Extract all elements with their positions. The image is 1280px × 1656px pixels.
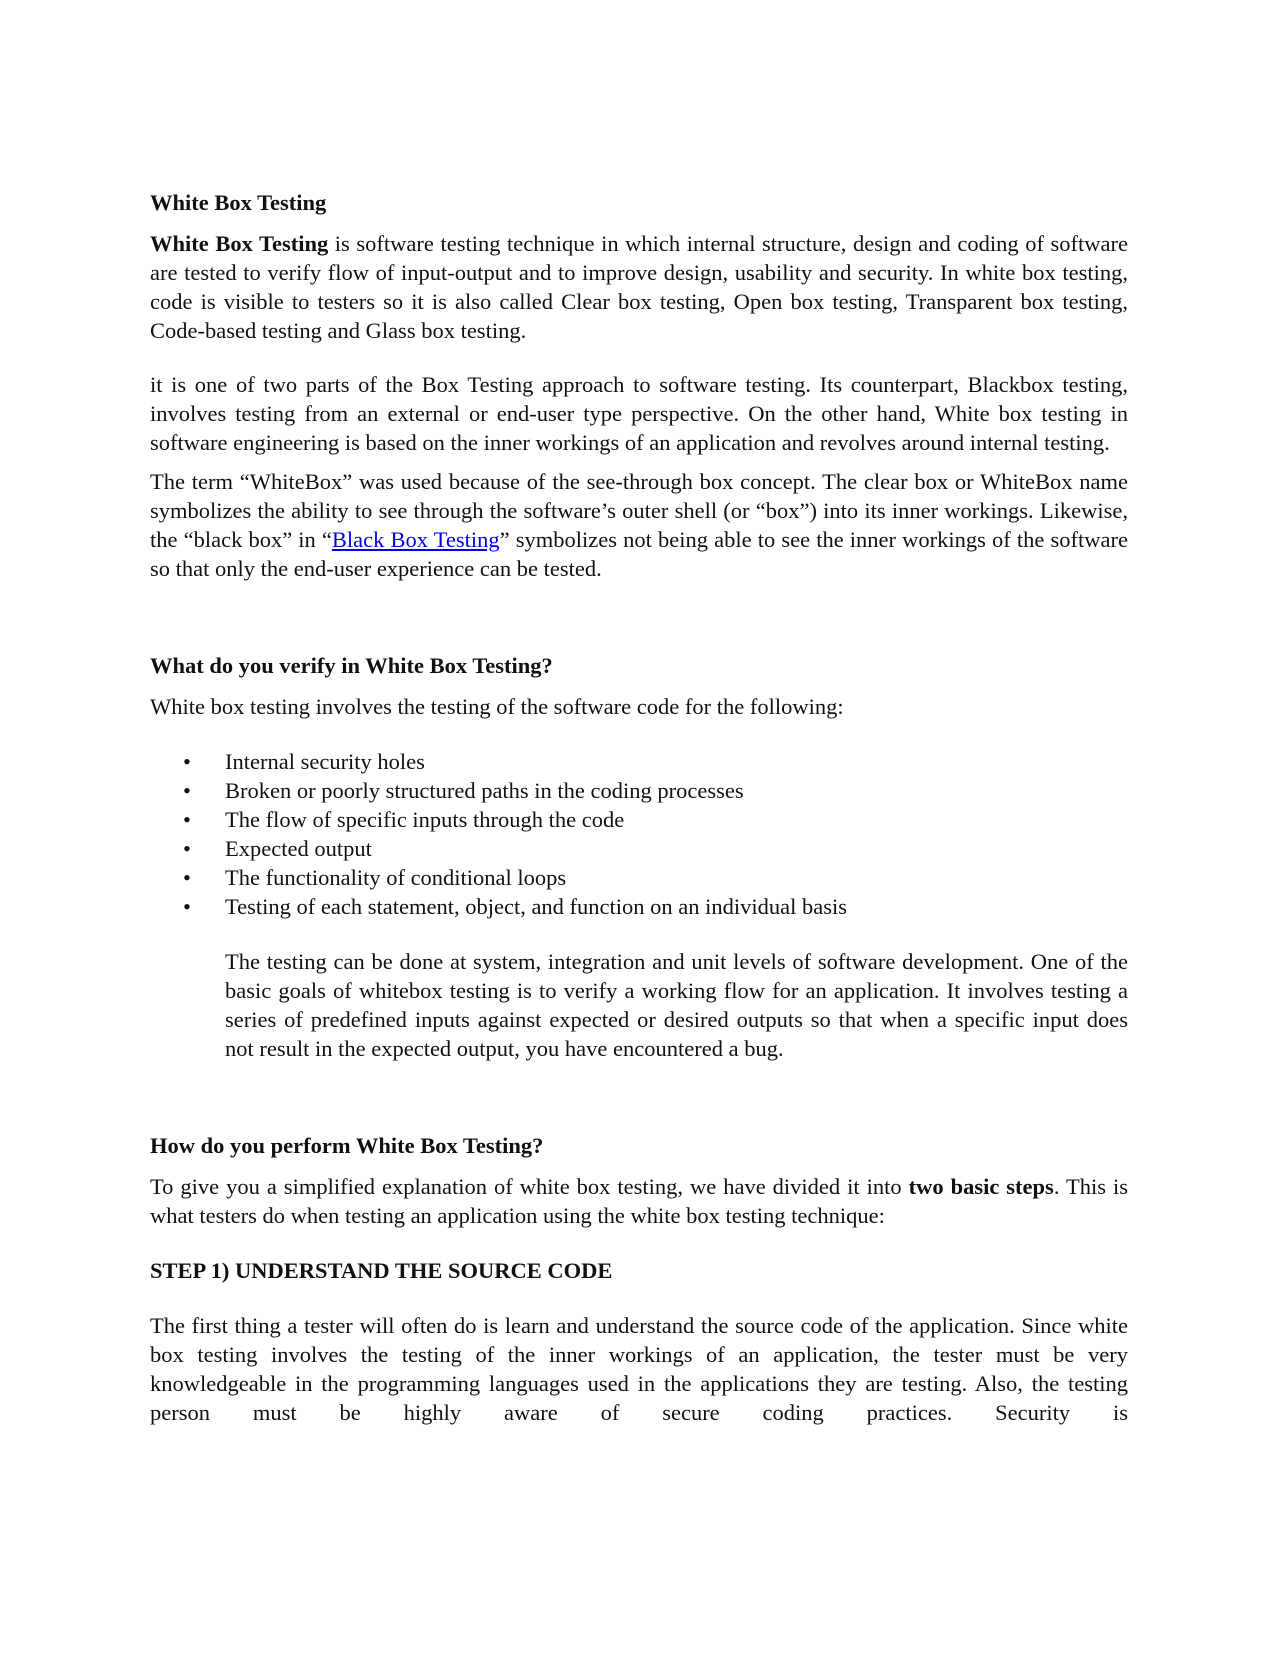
list-item-text: Expected output: [225, 836, 372, 861]
list-item: [150, 892, 1128, 921]
term-whitebox-paragraph: [150, 467, 1128, 583]
list-item: [150, 805, 1128, 834]
bullet-icon: •: [183, 894, 191, 919]
list-item-text: The flow of specific inputs through the code: [225, 807, 625, 832]
list-item: [150, 834, 1128, 863]
verify-list: [150, 747, 1128, 921]
step-1-title: STEP 1) UNDERSTAND THE SOURCE CODE: [150, 1258, 613, 1283]
bullet-icon: •: [183, 836, 191, 861]
black-box-testing-link[interactable]: Black Box Testing: [331, 527, 500, 552]
list-item-text: The functionality of conditional loops: [225, 865, 567, 890]
list-item-text: Internal security holes: [225, 749, 425, 774]
intro-bold-term: White Box Testing: [150, 231, 329, 256]
term-text-after-link: ” symbolizes not being able to see the inner workings of the software so that only the end-user experience can be tested.: [150, 527, 1128, 581]
box-testing-paragraph: it is one of two parts of the Box Testing approach to software testing. Its counterpart, Blackbox testing, involves testing from an external or end-user type perspective. On the other hand, White box testing in software engineering is based on the inner workings of an application and revolves around internal testing.: [150, 372, 1128, 455]
verify-intro: White box testing involves the testing of the software code for the following:: [150, 694, 844, 719]
list-item-text: Broken or poorly structured paths in the coding processes: [225, 778, 744, 803]
section-heading-what-verify: What do you verify in White Box Testing?: [150, 653, 553, 678]
section-heading-white-box-testing: White Box Testing: [150, 190, 327, 215]
list-item: [150, 863, 1128, 892]
intro-paragraph: [150, 229, 1128, 345]
list-item: [150, 747, 1128, 776]
perform-intro-text: To give you a simplified explanation of white box testing, we have divided it into: [150, 1174, 909, 1199]
bullet-icon: •: [183, 865, 191, 890]
bullet-icon: •: [183, 778, 191, 803]
list-item-text: Testing of each statement, object, and function on an individual basis: [225, 894, 848, 919]
list-item: [150, 776, 1128, 805]
term-text-before-link: The term “WhiteBox” was used because of the see-through box concept. The clear box or WhiteBox name symbolizes the ability to see through the software’s outer shell (or “box”) into its inner workings. Likewise, the “black box” in “: [150, 469, 1128, 552]
step-1-paragraph: The first thing a tester will often do is learn and understand the source code of the application. Since white box testing involves the testing of the inner workings of an application, the tester must be very knowledgeable in the programming languages used in the applications they are testing. Also, the testing person must be highly aware of secure coding practices. Security is: [150, 1313, 1128, 1425]
bullet-icon: •: [183, 749, 191, 774]
intro-text: is software testing technique in which internal structure, design and coding of software are tested to verify flow of input-output and to improve design, usability and security. In white box testing, code is visible to testers so it is also called Clear box testing, Open box testing, Transparent box testing, Code-based testing and Glass box testing.: [150, 231, 1128, 343]
bullet-icon: •: [183, 807, 191, 832]
perform-intro-text-end: . This is what testers do when testing an application using the white box testing technique:: [150, 1174, 1128, 1228]
document-page: [150, 188, 1128, 1427]
section-heading-how-perform: How do you perform White Box Testing?: [150, 1133, 544, 1158]
testing-levels-paragraph: The testing can be done at system, integration and unit levels of software development. One of the basic goals of whitebox testing is to verify a working flow for an application. It involves testing a series of predefined inputs against expected or desired outputs so that when a specific input does not result in the expected output, you have encountered a bug.: [225, 949, 1128, 1061]
two-basic-steps-bold: two basic steps: [908, 1174, 1054, 1199]
perform-intro-paragraph: [150, 1172, 1128, 1230]
